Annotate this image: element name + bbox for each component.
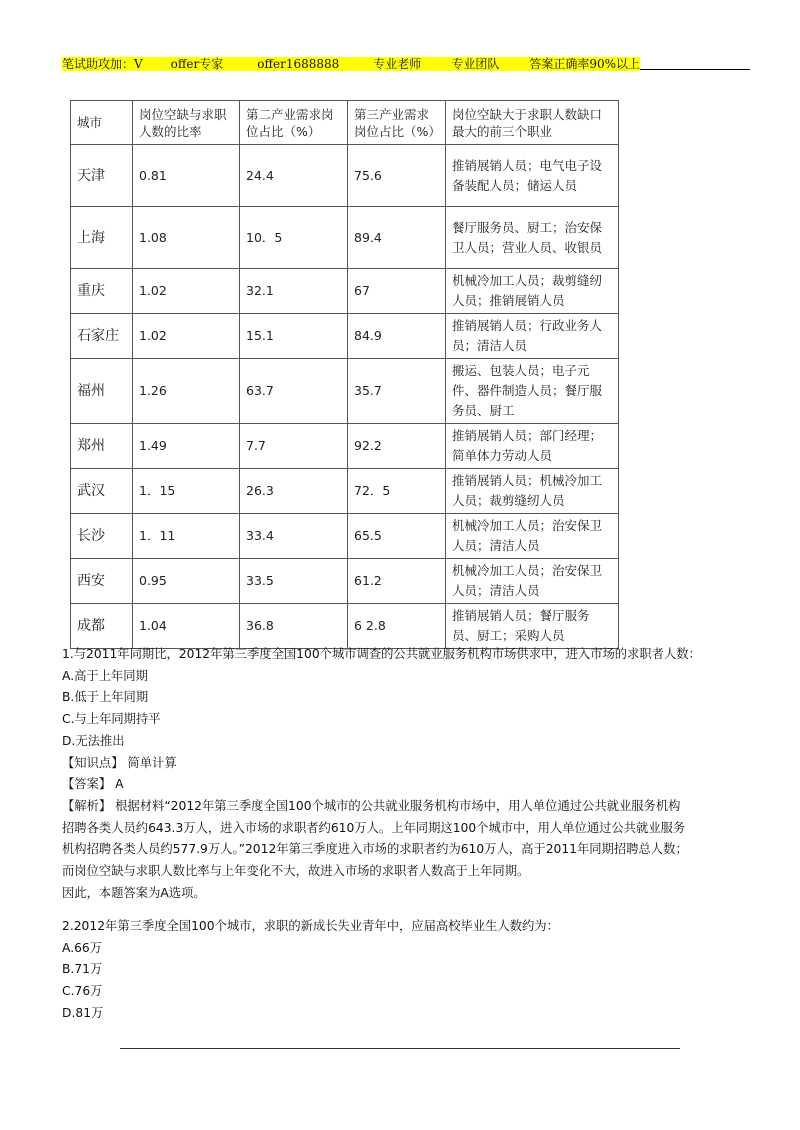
header-second: 第二产业需求岗位占比（%） [240, 101, 348, 145]
ratio-cell: 0.95 [133, 559, 240, 604]
q2-option-b: B.71万 [62, 962, 103, 977]
question-2 [62, 916, 752, 1025]
q1-conclusion: 因此，本题答案为A选项。 [62, 885, 206, 900]
q2-stem: 2.2012年第三季度全国100个城市，求职的新成长失业青年中，应届高校毕业生人数约为： [62, 919, 559, 933]
table-row [71, 145, 619, 207]
city-cell: 长沙 [71, 514, 133, 559]
header-city: 城市 [71, 101, 133, 145]
third-industry-cell: 84.9 [348, 314, 446, 359]
second-industry-cell: 26.3 [240, 469, 348, 514]
ratio-cell: 1.02 [133, 269, 240, 314]
ratio-cell: 1．11 [133, 514, 240, 559]
city-cell: 上海 [71, 207, 133, 269]
q2-option-c: C.76万 [62, 984, 103, 999]
city-cell: 福州 [71, 359, 133, 424]
second-industry-cell: 33.5 [240, 559, 348, 604]
city-cell: 郑州 [71, 424, 133, 469]
table-row [71, 207, 619, 269]
q1-option-d: D.无法推出 [62, 733, 125, 748]
table-row [71, 359, 619, 424]
jobs-cell: 推销展销人员；机械冷加工人员；裁剪缝纫人员 [446, 469, 619, 514]
jobs-cell: 推销展销人员；行政业务人员；清洁人员 [446, 314, 619, 359]
jobs-cell: 搬运、包装人员；电子元件、器件制造人员；餐厅服务员、厨工 [446, 359, 619, 424]
q1-knowledge: 【知识点】 简单计算 [62, 755, 177, 770]
third-industry-cell: 67 [348, 269, 446, 314]
jobs-cell: 机械冷加工人员；治安保卫人员；清洁人员 [446, 559, 619, 604]
table-row [71, 314, 619, 359]
table-row [71, 269, 619, 314]
q1-option-a: A.高于上年同期 [62, 668, 148, 683]
header-ratio: 岗位空缺与求职人数的比率 [133, 101, 240, 145]
ratio-cell: 0.81 [133, 145, 240, 207]
header-third: 第三产业需求岗位占比（%） [348, 101, 446, 145]
q2-option-a: A.66万 [62, 940, 103, 955]
table-row [71, 559, 619, 604]
third-industry-cell: 75.6 [348, 145, 446, 207]
q1-answer: 【答案】 A [62, 777, 124, 792]
ratio-cell: 1．15 [133, 469, 240, 514]
third-industry-cell: 6 2.8 [348, 604, 446, 649]
jobs-cell: 机械冷加工人员；治安保卫人员；清洁人员 [446, 514, 619, 559]
table-header-row [71, 101, 619, 145]
jobs-cell: 机械冷加工人员；裁剪缝纫人员；推销展销人员 [446, 269, 619, 314]
q1-option-b: B.低于上年同期 [62, 690, 149, 705]
table-row [71, 469, 619, 514]
ratio-cell: 1.08 [133, 207, 240, 269]
second-industry-cell: 32.1 [240, 269, 348, 314]
ratio-cell: 1.02 [133, 314, 240, 359]
header-jobs: 岗位空缺大于求职人数缺口最大的前三个职业 [446, 101, 619, 145]
q1-stem: 1.与2011年同期比，2012年第三季度全国100个城市调查的公共就业服务机构市场供求中，进入市场的求职者人数： [62, 647, 701, 661]
city-cell: 西安 [71, 559, 133, 604]
footer-divider [120, 1048, 680, 1049]
city-cell: 石家庄 [71, 314, 133, 359]
third-industry-cell: 89.4 [348, 207, 446, 269]
second-industry-cell: 24.4 [240, 145, 348, 207]
table-row [71, 514, 619, 559]
q1-analysis-1: 【解析】 根据材料“2012年第三季度全国100个城市的公共就业服务机构市场中，用人单位通过公共就业服务机构 [62, 798, 681, 813]
question-1 [62, 644, 752, 904]
jobs-cell: 推销展销人员；餐厅服务员、厨工；采购人员 [446, 604, 619, 649]
q1-analysis-4: 而岗位空缺与求职人数比率与上年变化不大，故进入市场的求职者人数高于上年同期。 [62, 864, 530, 879]
second-industry-cell: 63.7 [240, 359, 348, 424]
header-banner [62, 56, 734, 73]
ratio-cell: 1.26 [133, 359, 240, 424]
third-industry-cell: 72．5 [348, 469, 446, 514]
third-industry-cell: 92.2 [348, 424, 446, 469]
second-industry-cell: 15.1 [240, 314, 348, 359]
third-industry-cell: 61.2 [348, 559, 446, 604]
q2-option-d: D.81万 [62, 1005, 104, 1020]
second-industry-cell: 7.7 [240, 424, 348, 469]
second-industry-cell: 36.8 [240, 604, 348, 649]
jobs-cell: 推销展销人员；部门经理；简单体力劳动人员 [446, 424, 619, 469]
table-row [71, 604, 619, 649]
banner-underline [640, 69, 750, 70]
jobs-cell: 推销展销人员；电气电子设备装配人员；储运人员 [446, 145, 619, 207]
table-row [71, 424, 619, 469]
banner-highlight: 笔试助攻加：V offer专家 offer1688888 专业老师 专业团队 答案正确率90%以上 [62, 57, 641, 71]
third-industry-cell: 65.5 [348, 514, 446, 559]
city-cell: 成都 [71, 604, 133, 649]
city-cell: 天津 [71, 145, 133, 207]
city-cell: 武汉 [71, 469, 133, 514]
second-industry-cell: 33.4 [240, 514, 348, 559]
city-table [70, 100, 618, 649]
jobs-cell: 餐厅服务员、厨工；治安保卫人员；营业人员、收银员 [446, 207, 619, 269]
city-cell: 重庆 [71, 269, 133, 314]
q1-option-c: C.与上年同期持平 [62, 712, 161, 727]
third-industry-cell: 35.7 [348, 359, 446, 424]
second-industry-cell: 10．5 [240, 207, 348, 269]
ratio-cell: 1.04 [133, 604, 240, 649]
q1-analysis-3: 机构招聘各类人员约577.9万人。”2012年第三季度进入市场的求职者约为610万人，高于2011年同期招聘总人数； [62, 842, 688, 857]
ratio-cell: 1.49 [133, 424, 240, 469]
q1-analysis-2: 招聘各类人员约643.3万人，进入市场的求职者约610万人。上年同期这100个城市中，用人单位通过公共就业服务 [62, 820, 686, 835]
